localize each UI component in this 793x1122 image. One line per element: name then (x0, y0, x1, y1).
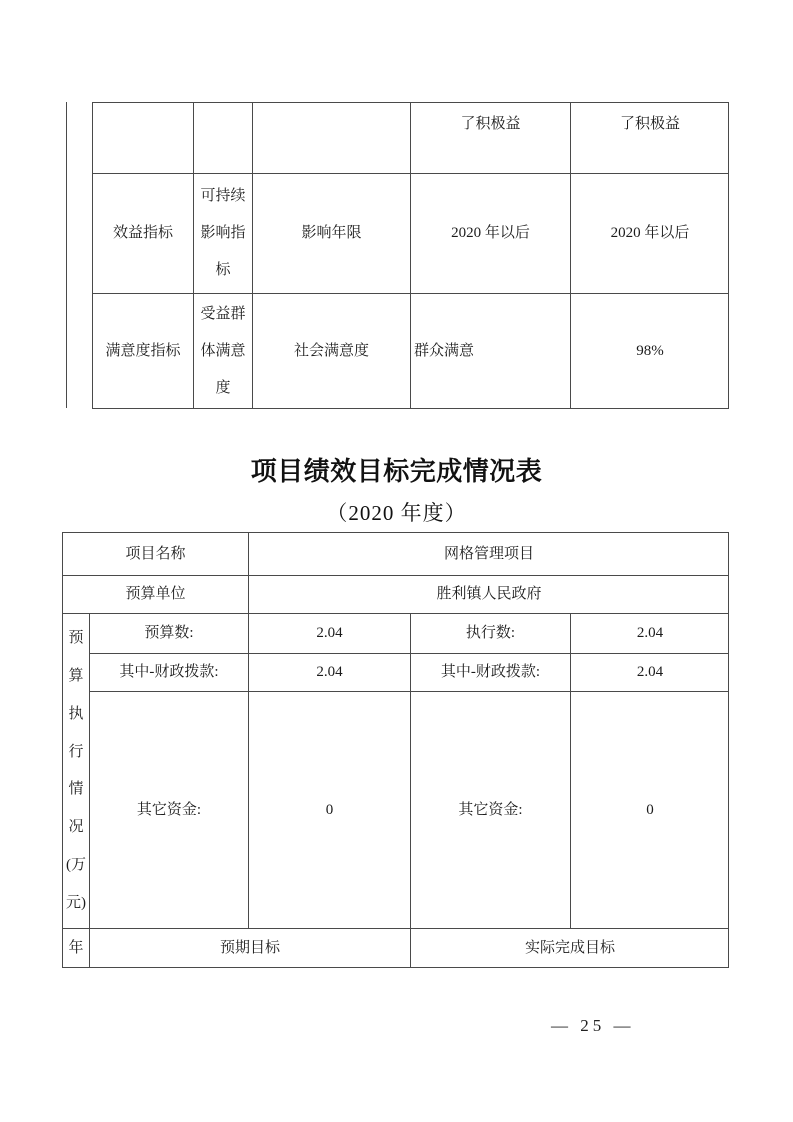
page-number: — 25 — (551, 1016, 635, 1035)
table-cell-fiscal-label-left: 其中-财政拨款: (90, 654, 249, 692)
side-label-char7: (万 (66, 856, 86, 873)
indicator-table (92, 102, 729, 409)
page-subtitle: （2020 年度） (326, 501, 467, 525)
table-cell-beneficiary-satisfaction (194, 294, 253, 409)
table-cell-fiscal-value-right: 2.04 (571, 654, 729, 692)
table-cell-fiscal-value-left: 2.04 (249, 654, 411, 692)
table-cell-other-funds-label-left: 其它资金: (90, 692, 249, 929)
table-cell-exec-value: 2.04 (571, 614, 729, 654)
table-cell-budget-label: 预算数: (90, 614, 249, 654)
table-cell-impact-actual: 2020 年以后 (571, 174, 729, 294)
completion-table (62, 532, 729, 968)
table-cell-empty (93, 103, 194, 174)
table-cell-year-label: 年 (63, 929, 90, 968)
side-label-char4: 行 (68, 743, 84, 760)
table-cell-other-funds-value-left: 0 (249, 692, 411, 929)
page-title: 项目绩效目标完成情况表 (250, 456, 543, 486)
table-cell-project-name-value: 网格管理项目 (249, 533, 729, 576)
table-continuation-border (66, 102, 67, 408)
table-cell-actual-goal: 实际完成目标 (524, 940, 615, 957)
table-cell-benefit-indicator: 效益指标 (93, 174, 194, 294)
table-cell-fiscal-label-right: 其中-财政拨款: (411, 654, 571, 692)
table-cell-exec-label: 执行数: (411, 614, 571, 654)
table-cell-other-funds-value-right: 0 (571, 692, 729, 929)
table-cell-empty (253, 103, 411, 174)
beneficiary-satisfaction-line1: 受益群 (200, 306, 246, 322)
sustainable-impact-line1: 可持续 (200, 188, 246, 204)
table-cell-expected-benefit-cont: 了积极益 (411, 103, 571, 174)
table-cell-other-funds-label-right: 其它资金: (411, 692, 571, 929)
table-cell-budget-execution-side-label (63, 614, 90, 929)
table-cell-project-name-label: 项目名称 (63, 533, 249, 576)
side-label-char5: 情 (68, 781, 84, 798)
table-cell-impact-expected: 2020 年以后 (411, 174, 571, 294)
table-cell-budget-unit-value: 胜利镇人民政府 (249, 576, 729, 614)
table-cell-sustainable-impact (194, 174, 253, 294)
sustainable-impact-line2: 影响指 (200, 225, 246, 241)
sustainable-impact-line3: 标 (215, 262, 231, 278)
side-label-char8: 元) (66, 894, 86, 911)
side-label-char6: 况 (68, 819, 84, 836)
table-cell-actual-benefit-cont: 了积极益 (571, 103, 729, 174)
table-cell-social-satisfaction: 社会满意度 (253, 294, 411, 409)
table-cell-impact-years: 影响年限 (253, 174, 411, 294)
beneficiary-satisfaction-line3: 度 (215, 380, 231, 396)
table-cell-expected-goal: 预期目标 (90, 929, 411, 968)
beneficiary-satisfaction-line2: 体满意 (200, 343, 246, 359)
table-cell-satisfaction-percent: 98% (636, 343, 664, 360)
side-label-char1: 预 (68, 630, 84, 647)
side-label-char3: 执 (68, 705, 84, 722)
side-label-char2: 算 (68, 668, 84, 685)
table-cell-empty (194, 103, 253, 174)
table-cell-public-satisfied: 群众满意 (411, 294, 571, 409)
table-cell-satisfaction-indicator: 满意度指标 (93, 294, 194, 409)
table-cell-budget-value: 2.04 (249, 614, 411, 654)
table-cell-budget-unit-label: 预算单位 (63, 576, 249, 614)
